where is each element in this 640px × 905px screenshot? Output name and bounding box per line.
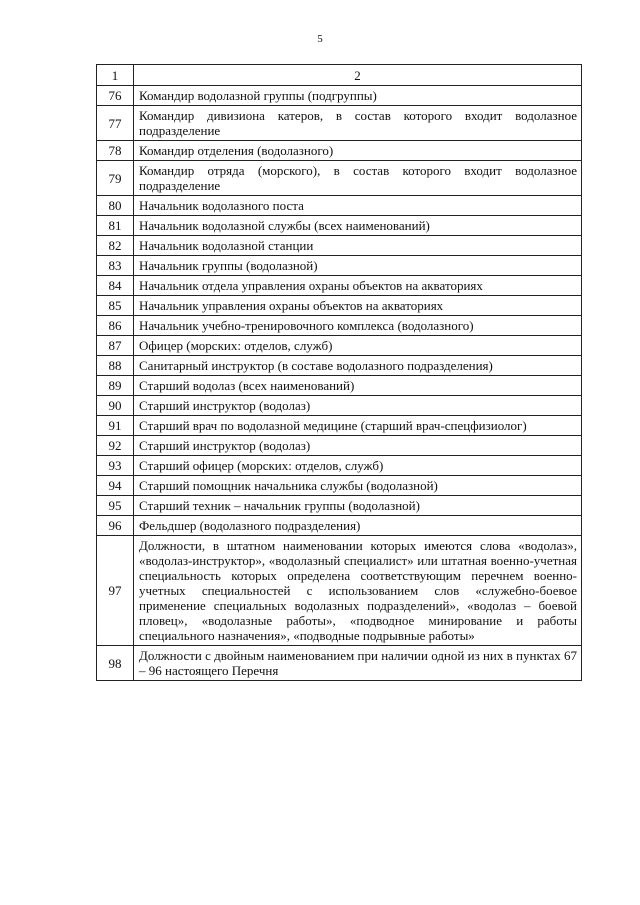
table-row (97, 456, 582, 476)
table-row (97, 256, 582, 276)
row-number: 96 (97, 516, 134, 536)
row-number: 82 (97, 236, 134, 256)
table-row (97, 396, 582, 416)
row-position-title: Начальник водолазной службы (всех наименований) (134, 216, 582, 236)
table-row (97, 376, 582, 396)
row-position-title: Старший техник – начальник группы (водолазной) (134, 496, 582, 516)
row-position-title: Командир водолазной группы (подгруппы) (134, 86, 582, 106)
row-number: 92 (97, 436, 134, 456)
table-row (97, 336, 582, 356)
row-number: 91 (97, 416, 134, 436)
row-number: 95 (97, 496, 134, 516)
table-row (97, 516, 582, 536)
row-position-title: Офицер (морских: отделов, служб) (134, 336, 582, 356)
row-position-title: Старший помощник начальника службы (водолазной) (134, 476, 582, 496)
row-position-title: Старший офицер (морских: отделов, служб) (134, 456, 582, 476)
table-row (97, 646, 582, 681)
row-number: 83 (97, 256, 134, 276)
row-position-title: Старший инструктор (водолаз) (134, 396, 582, 416)
table-row (97, 436, 582, 456)
row-number: 76 (97, 86, 134, 106)
row-position-title: Начальник водолазного поста (134, 196, 582, 216)
row-position-title: Старший врач по водолазной медицине (старший врач-спецфизиолог) (134, 416, 582, 436)
row-position-title: Начальник учебно-тренировочного комплекса (водолазного) (134, 316, 582, 336)
row-number: 93 (97, 456, 134, 476)
row-number: 84 (97, 276, 134, 296)
row-position-title: Командир дивизиона катеров, в состав которого входит водолазное подразделение (134, 106, 582, 141)
table-row (97, 416, 582, 436)
row-position-title: Начальник водолазной станции (134, 236, 582, 256)
row-number: 97 (97, 536, 134, 646)
row-number: 78 (97, 141, 134, 161)
row-number: 86 (97, 316, 134, 336)
row-number: 88 (97, 356, 134, 376)
row-position-title: Начальник управления охраны объектов на акваториях (134, 296, 582, 316)
row-position-title: Фельдшер (водолазного подразделения) (134, 516, 582, 536)
row-position-title: Санитарный инструктор (в составе водолазного подразделения) (134, 356, 582, 376)
table-row (97, 106, 582, 141)
row-number: 81 (97, 216, 134, 236)
table-header-row (97, 65, 582, 86)
row-position-title: Старший инструктор (водолаз) (134, 436, 582, 456)
row-number: 89 (97, 376, 134, 396)
row-number: 98 (97, 646, 134, 681)
table-row (97, 536, 582, 646)
table-row (97, 496, 582, 516)
table-row (97, 276, 582, 296)
table-row (97, 356, 582, 376)
row-number: 90 (97, 396, 134, 416)
table-row (97, 216, 582, 236)
column-header-number: 1 (97, 65, 134, 86)
row-number: 85 (97, 296, 134, 316)
row-number: 79 (97, 161, 134, 196)
row-number: 80 (97, 196, 134, 216)
table-row (97, 161, 582, 196)
table-row (97, 476, 582, 496)
table-row (97, 196, 582, 216)
table-row (97, 141, 582, 161)
table-row (97, 236, 582, 256)
column-header-title: 2 (134, 65, 582, 86)
row-number: 87 (97, 336, 134, 356)
table-body (97, 86, 582, 681)
row-position-title: Старший водолаз (всех наименований) (134, 376, 582, 396)
row-position-title: Командир отряда (морского), в состав которого входит водолазное подразделение (134, 161, 582, 196)
row-position-title: Должности, в штатном наименовании которых имеются слова «водолаз», «водолаз-инструктор», «водолазный специалист» или штатная военно-учетная специальность которых определена соответствующим перечнем военно-учетных специальностей с использованием слов «служебно-боевое применение специальных водолазных подразделений», «водолаз – боевой пловец», «водолазные работы», «подводное минирование и работы специального назначения», «подводные подрывные работы» (134, 536, 582, 646)
table-row (97, 316, 582, 336)
row-number: 94 (97, 476, 134, 496)
row-position-title: Командир отделения (водолазного) (134, 141, 582, 161)
row-number: 77 (97, 106, 134, 141)
table-row (97, 296, 582, 316)
positions-table (96, 64, 582, 681)
row-position-title: Начальник группы (водолазной) (134, 256, 582, 276)
row-position-title: Начальник отдела управления охраны объектов на акваториях (134, 276, 582, 296)
table-row (97, 86, 582, 106)
row-position-title: Должности с двойным наименованием при наличии одной из них в пунктах 67 – 96 настоящего Перечня (134, 646, 582, 681)
page-number: 5 (317, 33, 323, 45)
